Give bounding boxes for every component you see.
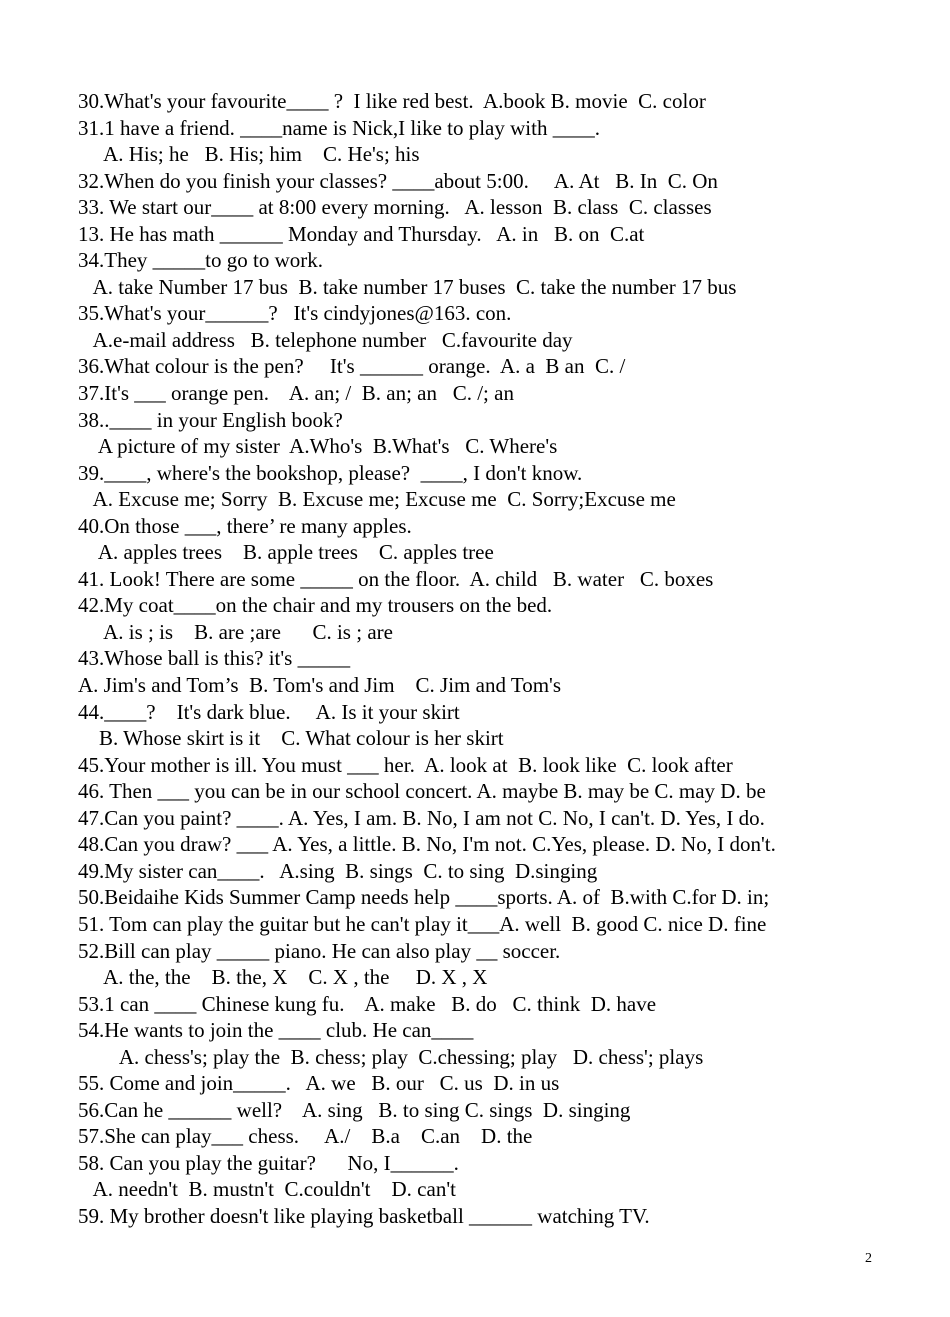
question-line: 33. We start our____ at 8:00 every morning. A. lesson B. class C. classes (78, 195, 712, 220)
question-line: 46. Then ___ you can be in our school concert. A. maybe B. may be C. may D. be (78, 779, 766, 804)
question-line: A.e-mail address B. telephone number C.favourite day (78, 327, 573, 352)
question-line: A. take Number 17 bus B. take number 17 buses C. take the number 17 bus (78, 274, 737, 299)
question-line: 39.____, where's the bookshop, please? ____, I don't know. (78, 460, 583, 485)
question-line: 54.He wants to join the ____ club. He can____ (78, 1018, 474, 1043)
question-line: 44.____? It's dark blue. A. Is it your skirt (78, 699, 460, 724)
question-line: 53.1 can ____ Chinese kung fu. A. make B. do C. think D. have (78, 991, 657, 1016)
question-line: 36.What colour is the pen? It's ______ orange. A. a B an C. / (78, 354, 626, 379)
question-line: A. His; he B. His; him C. He's; his (78, 142, 420, 167)
question-line: 34.They _____to go to work. (78, 248, 323, 273)
question-line: 13. He has math ______ Monday and Thursday. A. in B. on C.at (78, 221, 645, 246)
question-line: A. needn't B. mustn't C.couldn't D. can't (78, 1177, 456, 1202)
question-line: 50.Beidaihe Kids Summer Camp needs help ____sports. A. of B.with C.for D. in; (78, 885, 770, 910)
question-line: 38..____ in your English book? (78, 407, 343, 432)
question-line: A. Excuse me; Sorry B. Excuse me; Excuse me C. Sorry;Excuse me (78, 487, 676, 512)
question-line: 37.It's ___ orange pen. A. an; / B. an; an C. /; an (78, 381, 514, 406)
question-line: 49.My sister can____. A.sing B. sings C. to sing D.singing (78, 858, 598, 883)
question-line: A. Jim's and Tom’s B. Tom's and Jim C. Jim and Tom's (78, 673, 561, 698)
question-line: 40.On those ___, there’ re many apples. (78, 513, 412, 538)
question-line: 58. Can you play the guitar? No, I______. (78, 1150, 459, 1175)
question-line: A. the, the B. the, X C. X , the D. X , X (78, 965, 488, 990)
question-line: 32.When do you finish your classes? ____about 5:00. A. At B. In C. On (78, 168, 718, 193)
question-line: B. Whose skirt is it C. What colour is her skirt (78, 726, 504, 751)
question-line: 45.Your mother is ill. You must ___ her. A. look at B. look like C. look after (78, 752, 733, 777)
question-line: 57.She can play___ chess. A./ B.a C.an D. the (78, 1124, 533, 1149)
question-line: 31.1 have a friend. ____name is Nick,I like to play with ____. (78, 115, 600, 140)
question-line: A. apples trees B. apple trees C. apples tree (78, 540, 494, 565)
question-line: A. is ; is B. are ;are C. is ; are (78, 619, 393, 644)
question-line: 59. My brother doesn't like playing basketball ______ watching TV. (78, 1203, 650, 1228)
question-line: 52.Bill can play _____ piano. He can also play __ soccer. (78, 938, 561, 963)
question-line: 48.Can you draw? ___ A. Yes, a little. B. No, I'm not. C.Yes, please. D. No, I don't. (78, 832, 776, 857)
question-line: 51. Tom can play the guitar but he can't play it___A. well B. good C. nice D. fine (78, 911, 767, 936)
page-number: 2 (865, 1251, 872, 1266)
question-line: 41. Look! There are some _____ on the floor. A. child B. water C. boxes (78, 566, 714, 591)
question-line: 56.Can he ______ well? A. sing B. to sing C. sings D. singing (78, 1097, 631, 1122)
question-line: A. chess's; play the B. chess; play C.chessing; play D. chess'; plays (78, 1044, 704, 1069)
question-line: A picture of my sister A.Who's B.What's C. Where's (78, 434, 558, 459)
question-line: 35.What's your______? It's cindyjones@163. con. (78, 301, 512, 326)
worksheet-page (78, 88, 928, 1230)
question-line: 43.Whose ball is this? it's _____ (78, 646, 351, 671)
question-line: 42.My coat____on the chair and my trousers on the bed. (78, 593, 553, 618)
question-line: 55. Come and join_____. A. we B. our C. us D. in us (78, 1071, 560, 1096)
question-line: 47.Can you paint? ____. A. Yes, I am. B. No, I am not C. No, I can't. D. Yes, I do. (78, 805, 765, 830)
question-line: 30.What's your favourite____ ? I like red best. A.book B. movie C. color (78, 89, 706, 113)
